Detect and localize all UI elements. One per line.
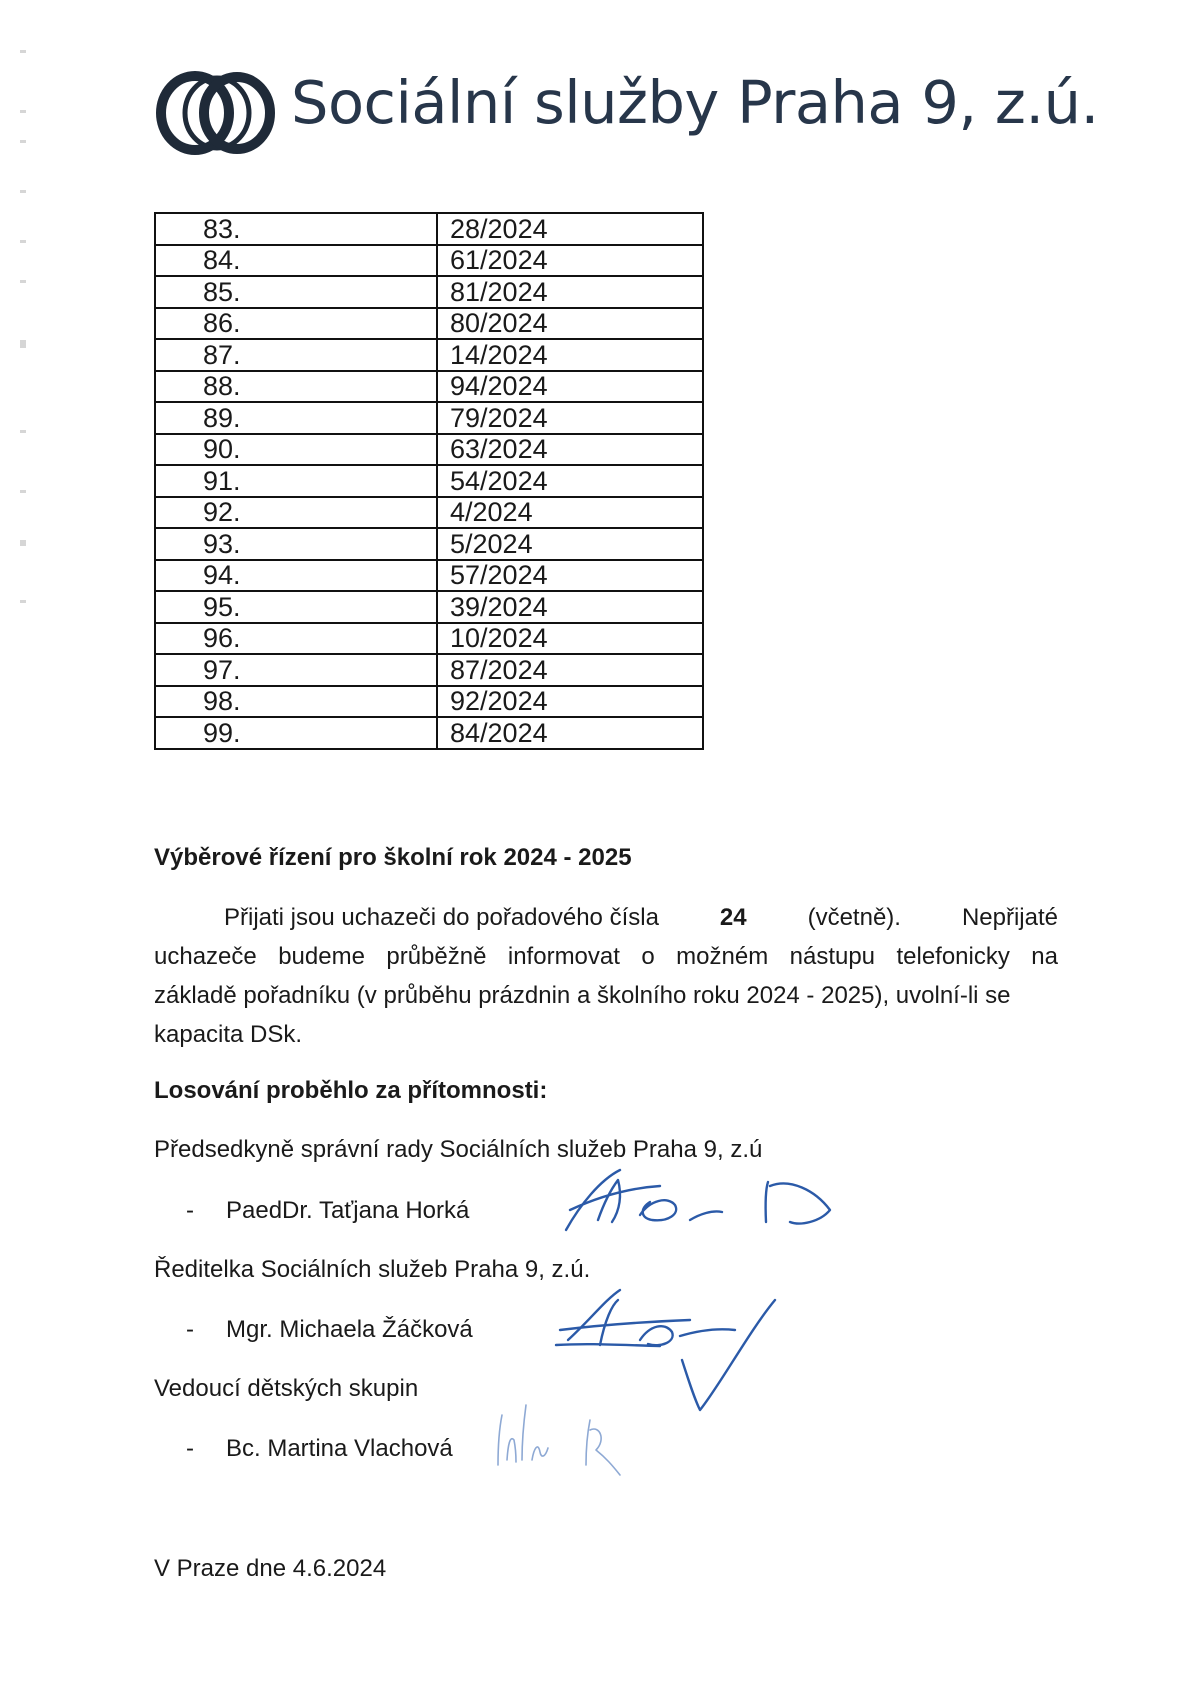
- order-number-cell: 87.: [155, 339, 437, 371]
- organization-name: Sociální služby Praha 9, z.ú.: [291, 68, 1099, 137]
- paragraph-word: uchazeče: [154, 943, 257, 970]
- witness-name-text: Bc. Martina Vlachová: [226, 1435, 453, 1462]
- witness-role: Předsedkyně správní rady Sociálních služeb Praha 9, z.ú: [154, 1136, 763, 1163]
- paragraph-line-3: [154, 976, 1058, 1015]
- table-row: [155, 308, 703, 340]
- witness-name-text: Mgr. Michaela Žáčková: [226, 1316, 473, 1343]
- order-number-cell: 94.: [155, 560, 437, 592]
- paragraph-word: možném: [676, 943, 769, 970]
- paragraph-word: budeme: [278, 943, 365, 970]
- registration-code-cell: 4/2024: [437, 497, 703, 529]
- order-number-cell: 83.: [155, 213, 437, 245]
- order-number-cell: 93.: [155, 528, 437, 560]
- order-number-cell: 95.: [155, 591, 437, 623]
- witness-role: Ředitelka Sociálních služeb Praha 9, z.ú.: [154, 1256, 591, 1283]
- three-interlocking-rings-icon: [155, 68, 277, 158]
- table-row: [155, 686, 703, 718]
- paragraph-line-4: [154, 1015, 1058, 1054]
- registration-code-cell: 10/2024: [437, 623, 703, 655]
- order-number-cell: 97.: [155, 654, 437, 686]
- selection-paragraph: [154, 898, 1058, 1054]
- table-row: [155, 465, 703, 497]
- list-dash: -: [186, 1197, 194, 1224]
- registration-code-cell: 28/2024: [437, 213, 703, 245]
- scan-edge-marks: [16, 40, 32, 660]
- order-number-cell: 96.: [155, 623, 437, 655]
- table-row: [155, 276, 703, 308]
- registration-code-cell: 87/2024: [437, 654, 703, 686]
- witness-name: [186, 1316, 473, 1344]
- lottery-results-table: [154, 212, 704, 750]
- paragraph-word: nástupu: [789, 943, 876, 970]
- registration-code-cell: 14/2024: [437, 339, 703, 371]
- table-row: [155, 560, 703, 592]
- registration-code-cell: 80/2024: [437, 308, 703, 340]
- paragraph-text: kapacita DSk.: [154, 1021, 303, 1048]
- table-row: [155, 402, 703, 434]
- paragraph-text: Nepřijaté: [961, 904, 1058, 931]
- witness-name-text: PaedDr. Taťjana Horká: [226, 1197, 470, 1224]
- order-number-cell: 99.: [155, 717, 437, 749]
- paragraph-word: na: [1031, 943, 1058, 970]
- registration-code-cell: 5/2024: [437, 528, 703, 560]
- paragraph-text: Přijati jsou uchazeči do pořadového čísla: [224, 904, 659, 931]
- table-row: [155, 717, 703, 749]
- witness-name: [186, 1197, 469, 1225]
- witness-role: Vedoucí dětských skupin: [154, 1375, 419, 1402]
- registration-code-cell: 94/2024: [437, 371, 703, 403]
- table-row: [155, 339, 703, 371]
- registration-code-cell: 79/2024: [437, 402, 703, 434]
- accepted-limit-number: 24: [719, 904, 747, 931]
- table-row: [155, 213, 703, 245]
- paragraph-line-2: [154, 937, 1058, 976]
- section-title: Výběrové řízení pro školní rok 2024 - 2025: [154, 844, 632, 871]
- table-row: [155, 591, 703, 623]
- signature-horka: [566, 1170, 830, 1230]
- table-row: [155, 371, 703, 403]
- registration-code-cell: 39/2024: [437, 591, 703, 623]
- registration-code-cell: 57/2024: [437, 560, 703, 592]
- table-row: [155, 654, 703, 686]
- paragraph-word: průběžně: [386, 943, 487, 970]
- list-dash: -: [186, 1316, 194, 1343]
- order-number-cell: 88.: [155, 371, 437, 403]
- witness-name: [186, 1435, 453, 1463]
- registration-code-cell: 61/2024: [437, 245, 703, 277]
- order-number-cell: 98.: [155, 686, 437, 718]
- registration-code-cell: 63/2024: [437, 434, 703, 466]
- registration-code-cell: 81/2024: [437, 276, 703, 308]
- table-row: [155, 245, 703, 277]
- date-line: V Praze dne 4.6.2024: [154, 1555, 387, 1582]
- table-row: [155, 623, 703, 655]
- order-number-cell: 91.: [155, 465, 437, 497]
- witnesses-title: Losování proběhlo za přítomnosti:: [154, 1077, 548, 1104]
- table-row: [155, 497, 703, 529]
- letterhead: [155, 62, 1099, 162]
- order-number-cell: 86.: [155, 308, 437, 340]
- registration-code-cell: 92/2024: [437, 686, 703, 718]
- order-number-cell: 90.: [155, 434, 437, 466]
- paragraph-word: o: [641, 943, 655, 970]
- order-number-cell: 84.: [155, 245, 437, 277]
- list-dash: -: [186, 1435, 194, 1462]
- table-row: [155, 528, 703, 560]
- registration-code-cell: 54/2024: [437, 465, 703, 497]
- paragraph-text: (včetně).: [807, 904, 901, 931]
- paragraph-word: informovat: [507, 943, 620, 970]
- order-number-cell: 92.: [155, 497, 437, 529]
- signature-zackova: [556, 1290, 775, 1410]
- paragraph-word: telefonicky: [896, 943, 1010, 970]
- paragraph-text: základě pořadníku (v průběhu prázdnin a školního roku 2024 - 2025), uvolní-li se: [154, 982, 1011, 1009]
- paragraph-line-1: [154, 898, 1058, 937]
- table-row: [155, 434, 703, 466]
- order-number-cell: 85.: [155, 276, 437, 308]
- signature-vlachova: [498, 1405, 620, 1475]
- registration-code-cell: 84/2024: [437, 717, 703, 749]
- order-number-cell: 89.: [155, 402, 437, 434]
